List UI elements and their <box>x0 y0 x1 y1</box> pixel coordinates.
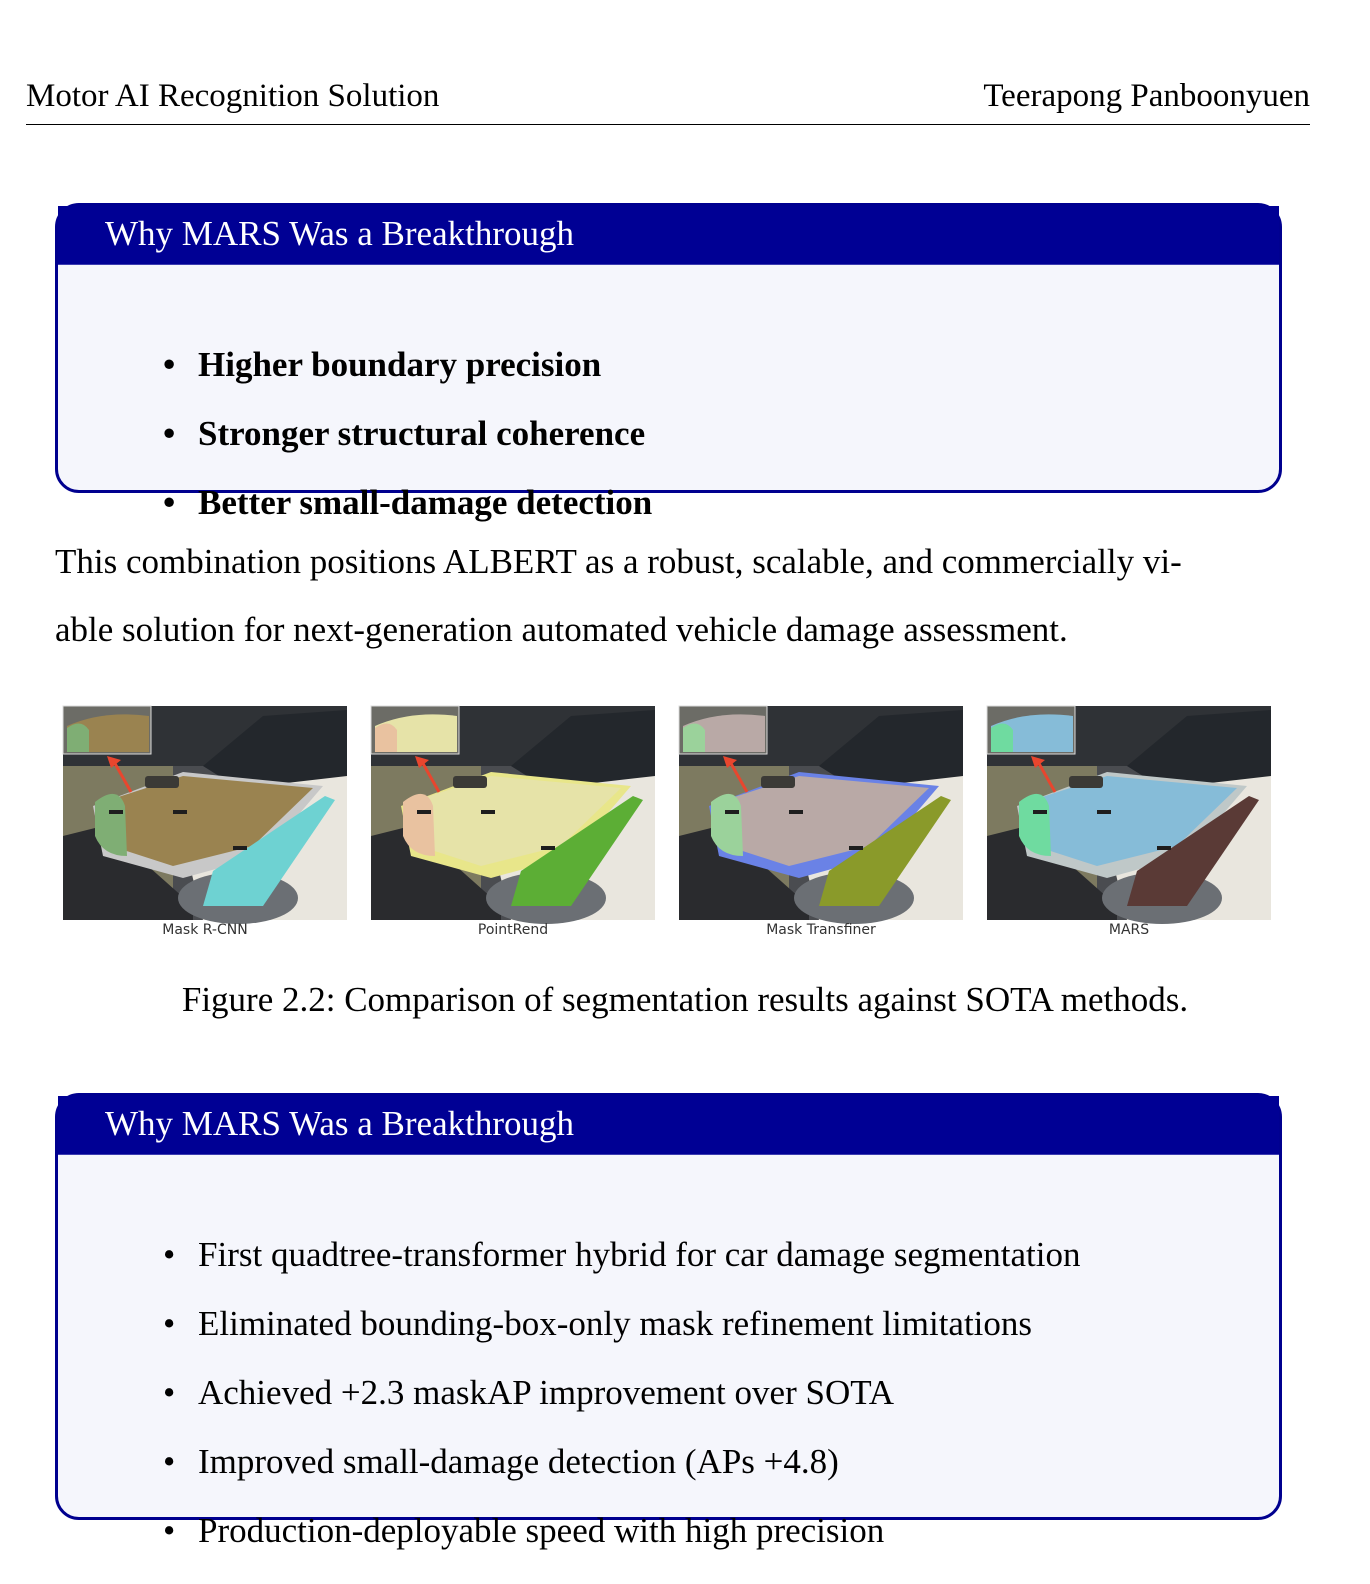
panel-label: Mask Transfiner <box>766 922 876 938</box>
bullet-icon: • <box>163 1373 176 1412</box>
box-header <box>58 1096 1279 1155</box>
box-title: Why MARS Was a Breakthrough <box>105 214 574 253</box>
box-header <box>58 206 1279 265</box>
body-paragraph-line: able solution for next-generation automated vehicle damage assessment. <box>55 610 1068 649</box>
bullet-icon: • <box>163 414 176 453</box>
panel-label: PointRend <box>477 922 549 938</box>
highlight-box-details: Why MARS Was a Breakthrough • First quadtree-transformer hybrid for car damage segmentation • Eliminated bounding-box-only mask refinement limitations • Achieved +2.3 maskAP improvement over SOTA • Improved small-damage detection (APs +4.8) • Production-deployable speed with high precision <box>55 1093 1282 1520</box>
panel-label: MARS <box>1108 922 1150 938</box>
bullet-icon: • <box>163 1511 176 1550</box>
segmentation-result-image <box>63 706 347 920</box>
running-header <box>26 78 1310 125</box>
segmentation-result-image <box>987 706 1271 920</box>
header-author: Teerapong Panboonyuen <box>983 78 1310 114</box>
box-title: Why MARS Was a Breakthrough <box>105 1104 574 1143</box>
segmentation-result-image <box>679 706 963 920</box>
highlight-box-summary: Why MARS Was a Breakthrough • Higher boundary precision • Stronger structural coherence • Better small-damage detection <box>55 203 1282 493</box>
bullet-icon: • <box>163 1442 176 1481</box>
bullet-icon: • <box>163 1304 176 1343</box>
header-title: Motor AI Recognition Solution <box>26 78 440 114</box>
panel-label: Mask R-CNN <box>162 922 248 938</box>
segmentation-result-image <box>371 706 655 920</box>
bullet-icon: • <box>163 345 176 384</box>
figure-caption: Figure 2.2: Comparison of segmentation results against SOTA methods. <box>181 980 1189 1019</box>
bullet-icon: • <box>163 483 176 522</box>
body-paragraph-line: This combination positions ALBERT as a robust, scalable, and commercially vi- <box>55 542 1182 581</box>
bullet-icon: • <box>163 1235 176 1274</box>
